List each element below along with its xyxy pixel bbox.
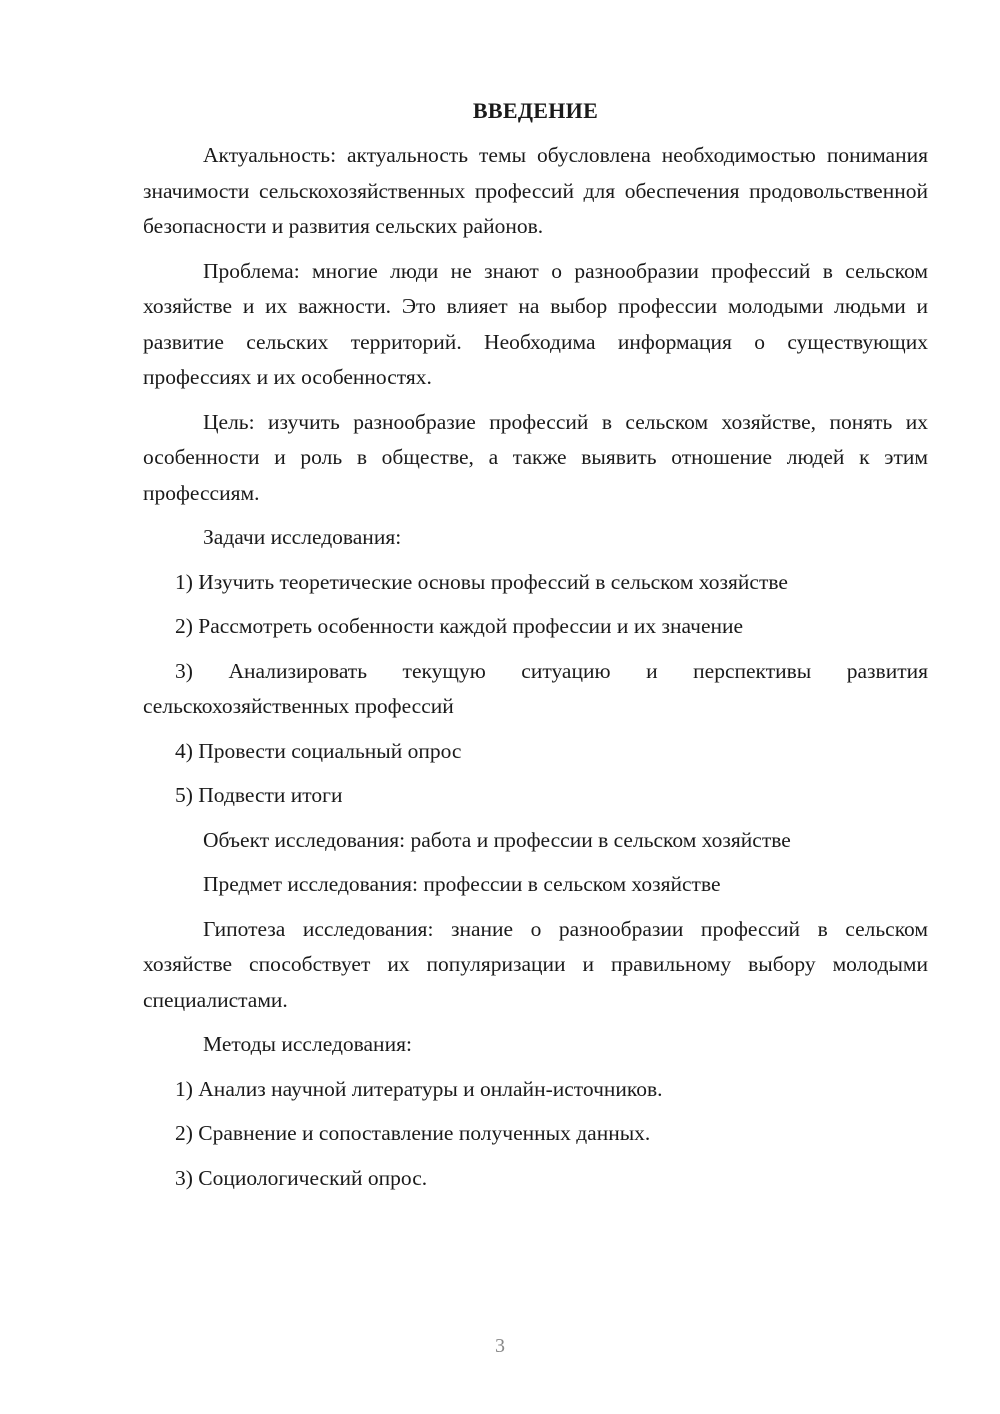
task-item: 2) Рассмотреть особенности каждой профессии и их значение — [175, 614, 744, 638]
task-item: 4) Провести социальный опрос — [175, 738, 462, 763]
method-item: 1) Анализ научной литературы и онлайн-источников. — [175, 1076, 663, 1101]
research-hypothesis: Гипотеза исследования: знание о разнообразии профессий в сельском хозяйстве способствует их популяризации и правильному выбору молодыми специалистами. — [143, 916, 928, 1012]
method-item: 3) Социологический опрос. — [175, 1165, 428, 1190]
methods-heading: Методы исследования: — [203, 1032, 412, 1056]
paragraph-relevance: Актуальность: актуальность темы обусловлена необходимостью понимания значимости сельскохозяйственных профессий для обеспечения продовольственной безопасности и развития сельских районов. — [143, 143, 928, 238]
paragraph-goal: Цель: изучить разнообразие профессий в сельском хозяйстве, понять их особенности и роль в обществе, а также выявить отношение людей к этим профессиям. — [143, 409, 928, 505]
document-page — [143, 96, 928, 1205]
tasks-heading: Задачи исследования: — [203, 525, 402, 549]
task-item: 1) Изучить теоретические основы профессий в сельском хозяйстве — [175, 569, 788, 594]
task-item: 3) Анализировать текущую ситуацию и перспективы развития сельскохозяйственных профессий — [143, 658, 928, 718]
method-item: 2) Сравнение и сопоставление полученных данных. — [175, 1121, 651, 1145]
page-number: 3 — [495, 1335, 505, 1357]
task-item: 5) Подвести итоги — [175, 783, 343, 807]
research-subject: Предмет исследования: профессии в сельском хозяйстве — [203, 872, 721, 896]
paragraph-problem: Проблема: многие люди не знают о разнообразии профессий в сельском хозяйстве и их важности. Это влияет на выбор профессии молодыми людьми и развитие сельских территорий. Необходима информация о существующих профессиях и их особенностях. — [143, 258, 928, 389]
page-title: ВВЕДЕНИЕ — [472, 98, 599, 123]
research-object: Объект исследования: работа и профессии в сельском хозяйстве — [203, 827, 791, 852]
